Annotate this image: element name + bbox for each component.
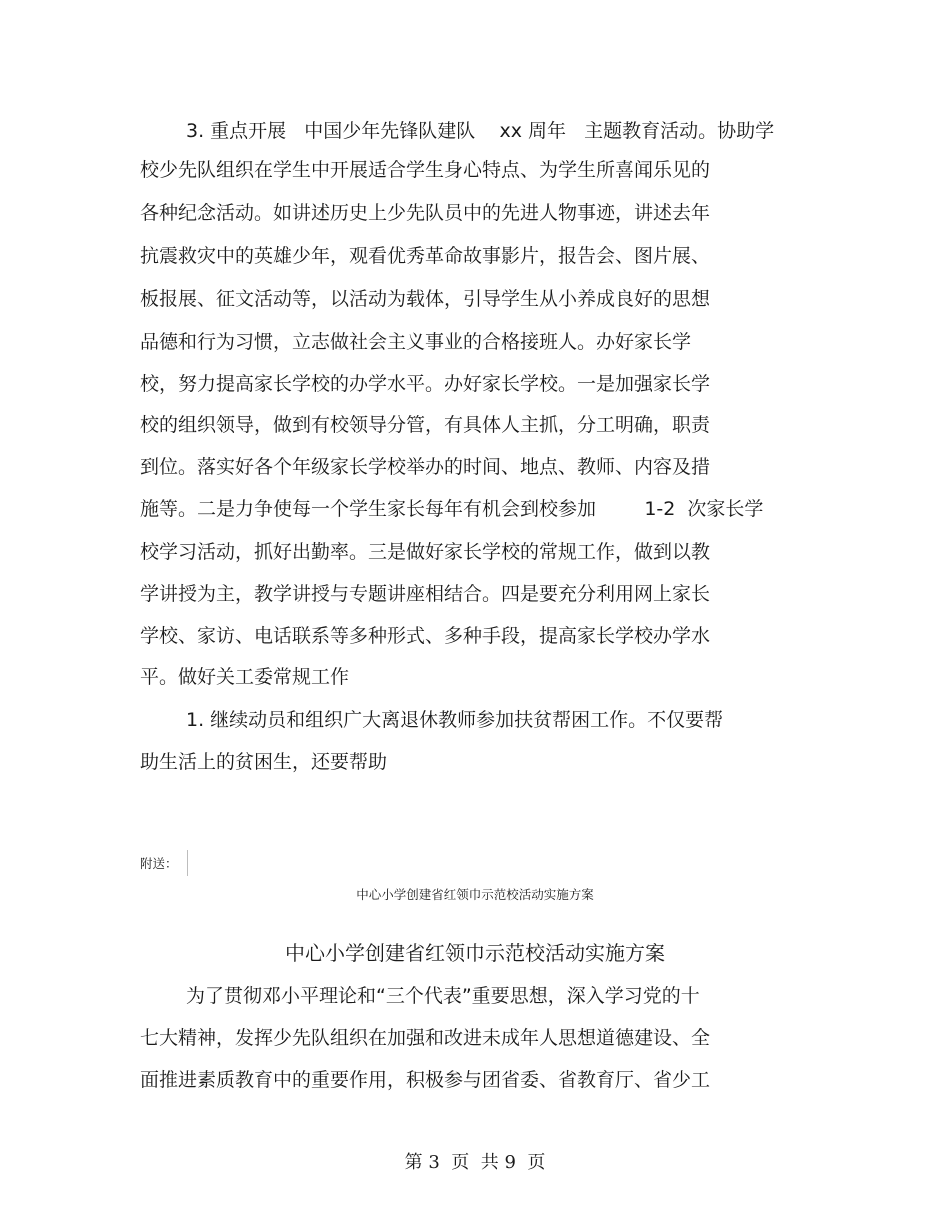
text-line: 到位。落实好各个年级家长学校举办的时间、地点、教师、内容及措: [140, 456, 711, 478]
text-line: 1. 继续动员和组织广大离退休教师参加扶贫帮困工作。不仅要帮: [186, 709, 724, 731]
text-line: 为了贯彻邓小平理论和“三个代表”重要思想，深入学习党的十: [186, 985, 700, 1007]
text-line: 七大精神，发挥少先队组织在加强和改进未成年人思想道德建设、全: [140, 1027, 711, 1049]
text-line: 板报展、征文活动等，以活动为载体，引导学生从小养成良好的思想: [140, 288, 711, 310]
divider: [187, 850, 188, 876]
text-line: 校少先队组织在学生中开展适合学生身心特点、为学生所喜闻乐见的: [140, 159, 711, 181]
text-line: 学校、家访、电话联系等多种形式、多种手段，提高家长学校办学水: [140, 625, 711, 647]
appendix-small-title: 中心小学创建省红领巾示范校活动实施方案: [356, 887, 594, 902]
text-line: 抗震救灾中的英雄少年，观看优秀革命故事影片，报告会、图片展、: [140, 245, 711, 267]
text-line: 校的组织领导，做到有校领导分管，有具体人主抓，分工明确，职责: [140, 414, 711, 436]
page-number: 第 3 页 共 9 页: [404, 1152, 546, 1173]
text-line: 品德和行为习惯，立志做社会主义事业的合格接班人。办好家长学: [140, 331, 692, 353]
text-line: 学讲授为主，教学讲授与专题讲座相结合。四是要充分利用网上家长: [140, 583, 711, 605]
text-line: 各种纪念活动。如讲述历史上少先队员中的先进人物事迹，讲述去年: [140, 202, 711, 224]
appendix-label: 附送：: [140, 856, 178, 871]
text-line: 3. 重点开展 中国少年先锋队建队 xx 周年 主题教育活动。协助学: [186, 120, 775, 142]
text-line: 平。做好关工委常规工作: [140, 666, 350, 688]
text-line: 助生活上的贫困生，还要帮助: [140, 751, 388, 773]
text-line: 校，努力提高家长学校的办学水平。办好家长学校。一是加强家长学: [140, 373, 711, 395]
text-line: 施等。二是力争使每一个学生家长每年有机会到校参加 1-2 次家长学: [140, 498, 764, 520]
text-line: 面推进素质教育中的重要作用，积极参与团省委、省教育厅、省少工: [140, 1069, 711, 1091]
appendix-main-title: 中心小学创建省红领巾示范校活动实施方案: [285, 941, 665, 965]
text-line: 校学习活动，抓好出勤率。三是做好家长学校的常规工作，做到以教: [140, 541, 711, 563]
